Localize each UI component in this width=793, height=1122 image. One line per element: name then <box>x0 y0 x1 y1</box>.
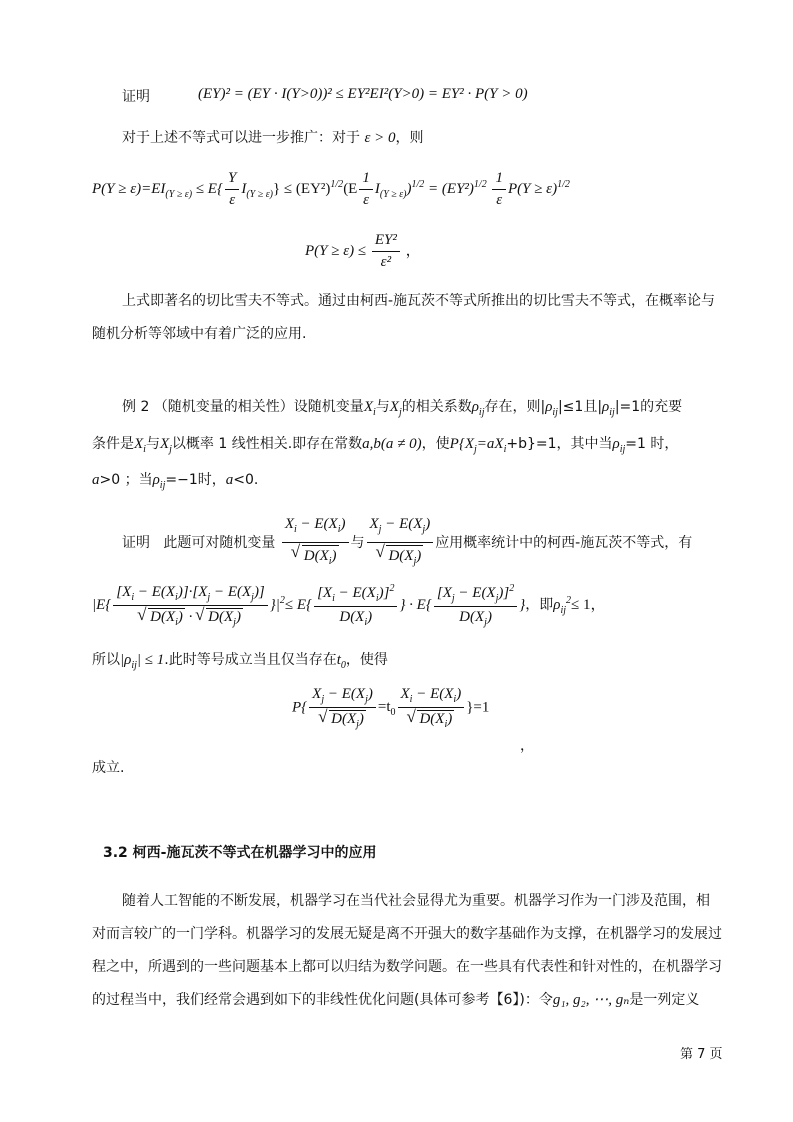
section-heading: 3.2 柯西-施瓦茨不等式在机器学习中的应用 <box>103 845 377 861</box>
example2-line1: 例 2 （随机变量的相关性）设随机变量$X_i$与$X_j$的相关系数$\rho_{ij}$存在，则$|\rho_{ij}|\le 1$且$|\rho_{ij}|=1$的充要 <box>122 399 683 418</box>
paragraph-chebyshev: 上式即著名的切比雪夫不等式。通过由柯西-施瓦茨不等式所推出的切比雪夫不等式，在概率论与 随机分析等邻域中有着广泛的应用. <box>92 293 716 342</box>
equality-comma: ， <box>520 738 534 754</box>
chebyshev-derivation: $P(Y \ge \varepsilon)=EI_{(Y \ge \varepsilon)} \le E${ $\frac{Y}{\varepsilon}$ $I_{(Y \ge \varepsilon)}\} \le (EY^2)^{1/2}(E$ $\frac{1}{\varepsilon}$ $I_{(Y \ge \varepsilon)})^{1/2} = (EY^2)^{1/2}$ $\frac{1}{\varepsilon}$ P(Y ≥ ε)$^{1/2}$ <box>92 170 570 208</box>
example2-line2: 条件是$X_i$与$X_j$以概率 1 线性相关.即存在常数a,b(a ≠ 0)，使$P\{X_j=aX_i+b\}=1$，其中当$\rho_{ij}=1$ 时， <box>92 436 679 455</box>
proof-label-1: 证明 <box>122 89 150 105</box>
paragraph-machine-learning: 随着人工智能的不断发展，机器学习在当代社会显得尤为重要。机器学习作为一门涉及范围，相 对而言较广的一门学科。机器学习的发展无疑是离不开强大的数字基础作为支撑，在机器学习的发展过 程之中，所遇到的一些问题基本上都可以归结为数学问题。在一些具有代表性和针对性的，在机器学习 的过程当中，我们经常会遇到如下的非线性优化问题(具体可参考【6】)：令g₁, g₂, ⋯, gₙ是一列定义 <box>92 893 722 1008</box>
extend-text: 对于上述不等式可以进一步推广：对于 ε > 0，则 <box>122 130 424 146</box>
proof2-line: 证明 此题可对随机变量 $X_i - E(X_i)$ √ $D(X_i)$ 与 $X_j - E(X_j)$ √ $D(X_j)$ 应用概率统计中的柯西-施瓦茨不等式，有 <box>122 514 692 572</box>
proof-formula-1: (EY)² = (EY · I(Y>0))² ≤ EY²EI²(Y>0) = EY² · P(Y > 0) <box>198 86 528 102</box>
page-number: 第 7 页 <box>680 1047 723 1062</box>
cauchy-schwarz-inequality: |E{ $[X_i - E(X_i)]\cdot[X_j - E(X_j)]$ √ $D(X_i)$ · √ $D(X_j)$ }$|^2\le E${ $\frac{[X_i - E(X_i)]^2}{D(X_i)}$ } · E{ $\frac{[X_j - E(X_j)]^2}{D(X_j)}$ }，即$\rho_{ij}^2\le 1$， <box>92 583 605 628</box>
equality-condition: P{ $X_j - E(X_j)$ √ $D(X_j)$ $=t_0$ $X_i - E(X_i)$ √ $D(X_i)$ }=1 <box>292 686 489 730</box>
chebyshev-inequality: P(Y ≥ ε) ≤ $\frac{\text{EY²}}{\text{ε²}}$ ， <box>305 232 421 270</box>
example2-line3: a>0 ；当$\rho_{ij}=-1$时，a<0. <box>92 472 259 491</box>
therefore-line: 所以$|\rho_{ij}| \le 1$.此时等号成立当且仅当存在$t_0$，使得 <box>92 652 388 671</box>
established-text: 成立. <box>92 760 125 776</box>
